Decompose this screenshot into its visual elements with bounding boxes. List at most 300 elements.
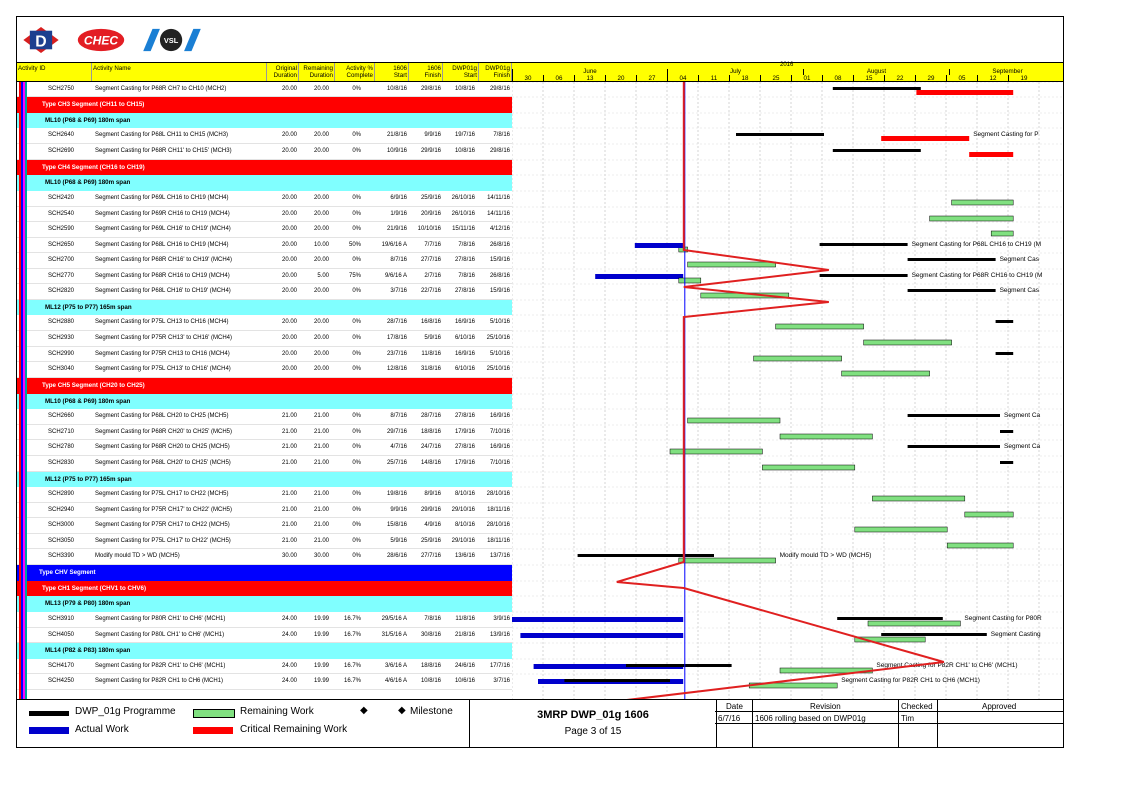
cell-df: 25/10/16 <box>486 335 510 341</box>
cell-df: 29/8/16 <box>489 86 510 92</box>
rev-description: 1606 rolling based on DWP01g <box>755 714 866 723</box>
bar-label: Segment Cas <box>999 256 1039 263</box>
cell-df: 14/11/16 <box>487 195 510 201</box>
cell-rd: 19.99 <box>313 632 329 638</box>
milestone-icon: ◆ <box>360 705 368 716</box>
cell-rd: 20.00 <box>313 86 329 92</box>
cell-ds: 13/6/16 <box>454 553 475 559</box>
bar-label: Segment Cas <box>999 287 1039 294</box>
logo-bar <box>17 17 1064 62</box>
cell-od: 20.00 <box>281 211 297 217</box>
group-label: Type CH5 Segment (CH20 to CH25) <box>42 382 145 389</box>
cell-name: Segment Casting for P68L CH20' to CH25' (MCH5) <box>95 460 231 466</box>
table-row[interactable] <box>17 518 512 534</box>
cell-rd: 21.00 <box>313 507 329 513</box>
group-header[interactable] <box>17 581 512 596</box>
cell-ds: 10/6/16 <box>454 678 475 684</box>
cell-s: 3/6/16 A <box>384 663 407 669</box>
table-row[interactable] <box>17 284 512 300</box>
cell-f: 24/7/16 <box>420 444 441 450</box>
cell-s: 10/9/16 <box>386 148 407 154</box>
cell-s: 12/8/16 <box>386 366 407 372</box>
cell-od: 21.00 <box>281 444 297 450</box>
rev-date: 6/7/16 <box>718 714 741 723</box>
group-header[interactable] <box>17 596 512 612</box>
cell-s: 29/7/16 <box>386 429 407 435</box>
table-row[interactable] <box>17 503 512 518</box>
bar-baseline <box>908 414 1000 417</box>
cell-f: 20/9/16 <box>420 211 441 217</box>
table-row[interactable] <box>17 409 512 425</box>
cell-name: Segment Casting for P82R CH1' to CH6' (MCH1) <box>95 663 226 669</box>
table-row[interactable] <box>17 222 512 238</box>
schedule-sheet <box>16 16 1064 748</box>
group-label: ML13 (P79 & P80) 180m span <box>45 600 131 607</box>
table-row[interactable] <box>17 82 512 97</box>
cell-id: SCH2420 <box>48 195 75 201</box>
cell-f: 25/9/16 <box>420 195 441 201</box>
cell-f: 27/7/16 <box>420 553 441 559</box>
cell-name: Segment Casting for P68L CH20 to CH25 (MCH5) <box>95 413 229 419</box>
cell-name: Segment Casting for P69R CH16 to CH19 (MCH4) <box>95 211 230 217</box>
cell-df: 5/10/16 <box>489 319 510 325</box>
table-row[interactable] <box>17 549 512 565</box>
cell-pct: 0% <box>352 211 361 217</box>
cell-f: 10/8/16 <box>420 678 441 684</box>
legend-remaining-swatch <box>193 709 235 718</box>
bar-baseline <box>820 243 908 246</box>
cell-f: 11/8/16 <box>421 351 441 357</box>
cell-name: Modify mould TD > WD (MCH5) <box>95 553 180 559</box>
bar-label: Segment Casting for P82R CH1' to CH6' (MCH1) <box>876 662 1018 669</box>
table-row[interactable] <box>17 612 512 628</box>
timeline-week: 29 <box>915 75 946 82</box>
cell-od: 20.00 <box>281 335 297 341</box>
cell-s: 21/9/16 <box>386 226 407 232</box>
cell-df: 29/8/16 <box>489 148 510 154</box>
legend-milestone-label: Milestone <box>410 706 453 717</box>
bar-baseline <box>908 258 996 261</box>
outline-bars <box>19 82 27 714</box>
cell-f: 22/7/16 <box>420 288 441 294</box>
timeline-week: 19 <box>1008 75 1039 82</box>
legend-baseline-swatch <box>29 711 69 716</box>
cell-rd: 19.99 <box>313 663 329 669</box>
table-row[interactable] <box>17 191 512 207</box>
bar-remaining <box>947 543 1013 548</box>
bar-remaining <box>688 418 780 423</box>
legend-actual-label: Actual Work <box>75 724 129 735</box>
table-row[interactable] <box>17 440 512 456</box>
cell-ds: 10/8/16 <box>454 86 475 92</box>
cell-rd: 20.00 <box>313 226 329 232</box>
cell-name: Segment Casting for P75L CH13' to CH16' (MCH4) <box>95 366 231 372</box>
cell-od: 20.00 <box>281 148 297 154</box>
cell-name: Segment Casting for P68L CH16 to CH19 (MCH4) <box>95 242 229 248</box>
cell-pct: 0% <box>352 319 361 325</box>
cell-name: Segment Casting for P80L CH1' to CH6' (MCH1) <box>95 632 225 638</box>
legend-baseline-label: DWP_01g Programme <box>75 706 176 717</box>
cell-df: 7/10/16 <box>489 429 510 435</box>
timeline-week: 13 <box>574 75 605 82</box>
cell-rd: 20.00 <box>313 335 329 341</box>
timeline-week: 04 <box>667 75 698 82</box>
bar-actual <box>635 243 683 248</box>
cell-pct: 16.7% <box>343 678 361 684</box>
cell-f: 30/8/16 <box>420 632 441 638</box>
cell-id: SCH2880 <box>48 319 75 325</box>
table-row[interactable] <box>17 315 512 331</box>
bar-baseline <box>833 87 921 90</box>
bar-baseline <box>996 352 1014 355</box>
cell-df: 15/9/16 <box>489 257 510 263</box>
cell-df: 26/8/16 <box>489 242 510 248</box>
col-1606-start[interactable]: 1606 Start <box>375 63 409 81</box>
bar-remaining <box>864 340 952 345</box>
bar-remaining <box>872 496 964 501</box>
cell-name: Segment Casting for P69L CH16' to CH19' (MCH4) <box>95 226 231 232</box>
cell-df: 28/10/16 <box>486 522 510 528</box>
cell-od: 20.00 <box>281 257 297 263</box>
table-row[interactable] <box>17 238 512 253</box>
bar-baseline <box>1000 461 1013 464</box>
table-row[interactable] <box>17 674 512 690</box>
bar-baseline <box>626 664 732 667</box>
bar-remaining <box>965 512 1013 517</box>
bar-label: Segment Casting for P68R CH16 to CH19 (M <box>911 272 1043 279</box>
cell-ds: 26/10/16 <box>451 195 475 201</box>
cell-od: 21.00 <box>281 429 297 435</box>
bar-label: Segment Ca <box>1004 443 1041 450</box>
cell-df: 28/10/16 <box>486 491 510 497</box>
cell-name: Segment Casting for P75R CH13 to CH16 (MCH4) <box>95 351 230 357</box>
cell-od: 21.00 <box>281 460 297 466</box>
bar-actual <box>520 633 683 638</box>
group-label: ML14 (P82 & P83) 180m span <box>45 647 131 654</box>
cell-od: 24.00 <box>281 616 297 622</box>
bar-baseline <box>833 149 921 152</box>
timeline-week: 25 <box>760 75 791 82</box>
timeline-month: July <box>667 69 803 75</box>
group-header[interactable] <box>17 378 512 394</box>
cell-rd: 21.00 <box>313 491 329 497</box>
bar-baseline <box>1000 430 1013 433</box>
cell-id: SCH2750 <box>48 86 75 92</box>
bar-baseline <box>820 274 908 277</box>
col-original-duration[interactable]: Original Duration <box>267 63 299 81</box>
cell-df: 26/8/16 <box>489 273 510 279</box>
group-label: ML12 (P75 to P77) 165m span <box>45 476 132 483</box>
cell-od: 20.00 <box>281 226 297 232</box>
cell-id: SCH2590 <box>48 226 75 232</box>
group-header[interactable] <box>17 394 512 409</box>
cell-pct: 75% <box>348 273 361 279</box>
cell-f: 31/8/16 <box>420 366 441 372</box>
timeline-week: 15 <box>853 75 884 82</box>
legend-critical-swatch <box>193 727 233 734</box>
timeline-week: 18 <box>729 75 760 82</box>
group-label: ML10 (P68 & P69) 180m span <box>45 117 131 124</box>
cell-df: 3/9/16 <box>493 616 510 622</box>
cell-id: SCH3050 <box>48 538 75 544</box>
cell-pct: 0% <box>352 335 361 341</box>
cell-f: 9/9/16 <box>424 132 441 138</box>
timeline-month: September <box>949 69 1064 75</box>
group-header[interactable] <box>17 113 512 128</box>
col-remaining-duration[interactable]: Remaining Duration <box>299 63 335 81</box>
group-label: ML10 (P68 & P69) 180m span <box>45 179 131 186</box>
cell-id: SCH3000 <box>48 522 75 528</box>
bar-label: Segment Casting for P <box>973 131 1039 138</box>
group-header[interactable] <box>17 472 512 487</box>
cell-f: 8/9/16 <box>424 491 441 497</box>
col-dwp-start[interactable]: DWP01g Start <box>443 63 479 81</box>
cell-s: 9/6/16 A <box>384 273 407 279</box>
cell-od: 21.00 <box>281 538 297 544</box>
timeline-week: 01 <box>791 75 822 82</box>
bar-baseline <box>564 679 670 682</box>
table-row[interactable] <box>17 207 512 222</box>
cell-rd: 5.00 <box>317 273 329 279</box>
cell-f: 18/8/16 <box>420 429 441 435</box>
cell-df: 14/11/16 <box>487 211 510 217</box>
table-row[interactable] <box>17 128 512 144</box>
cell-rd: 20.00 <box>313 319 329 325</box>
cell-pct: 0% <box>352 226 361 232</box>
bar-baseline <box>736 133 824 136</box>
cell-s: 29/5/16 A <box>381 616 407 622</box>
cell-pct: 0% <box>352 429 361 435</box>
cell-name: Segment Casting for P68L CH16' to CH19' (MCH4) <box>95 288 231 294</box>
cell-ds: 21/8/16 <box>454 632 475 638</box>
cell-od: 24.00 <box>281 678 297 684</box>
vsl-logo-text: VSL <box>163 35 179 45</box>
table-row[interactable] <box>17 331 512 347</box>
cell-ds: 7/8/16 <box>458 242 475 248</box>
cell-ds: 8/10/16 <box>454 522 475 528</box>
cell-name: Segment Casting for P82R CH1 to CH6 (MCH1) <box>95 678 224 684</box>
cell-name: Segment Casting for P68L CH11 to CH15 (MCH3) <box>95 132 229 138</box>
cell-rd: 20.00 <box>313 257 329 263</box>
cell-id: SCH2890 <box>48 491 75 497</box>
cell-f: 27/7/16 <box>420 257 441 263</box>
sheet-title: 3MRP DWP_01g 1606 <box>537 709 649 721</box>
cell-id: SCH4250 <box>48 678 75 684</box>
group-label: ML12 (P75 to P77) 165m span <box>45 304 132 311</box>
d-logo <box>20 27 62 53</box>
col-dwp-finish[interactable]: DWP01g Finish <box>479 63 512 81</box>
rev-header-approved: Approved <box>982 702 1017 711</box>
table-row[interactable] <box>17 659 512 674</box>
cell-df: 5/10/16 <box>489 351 510 357</box>
cell-pct: 0% <box>352 288 361 294</box>
cell-od: 21.00 <box>281 413 297 419</box>
timeline-week: 08 <box>822 75 853 82</box>
bar-label: Modify mould TD > WD (MCH5) <box>779 552 872 559</box>
cell-s: 23/7/16 <box>386 351 407 357</box>
bar-remaining <box>780 434 872 439</box>
cell-name: Segment Casting for P75R CH13' to CH16' (MCH4) <box>95 335 233 341</box>
cell-name: Segment Casting for P75R CH17 to CH22 (MCH5) <box>95 522 230 528</box>
cell-ds: 17/9/16 <box>454 429 475 435</box>
timeline-week: 12 <box>977 75 1008 82</box>
cell-id: SCH4050 <box>48 632 75 638</box>
cell-od: 20.00 <box>281 195 297 201</box>
group-header[interactable] <box>17 160 512 175</box>
cell-s: 28/7/16 <box>386 319 407 325</box>
cell-f: 29/8/16 <box>420 86 441 92</box>
cell-df: 16/9/16 <box>489 413 510 419</box>
cell-name: Segment Casting for P68R CH16' to CH19' (MCH4) <box>95 257 233 263</box>
cell-rd: 21.00 <box>313 444 329 450</box>
bar-remaining <box>679 558 776 563</box>
cell-pct: 0% <box>352 538 361 544</box>
cell-s: 21/8/16 <box>386 132 407 138</box>
bar-remaining <box>991 231 1013 236</box>
table-row[interactable] <box>17 362 512 378</box>
table-row[interactable] <box>17 456 512 472</box>
cell-pct: 0% <box>352 413 361 419</box>
bar-critical <box>916 90 1013 95</box>
col-activity-name[interactable]: Activity Name <box>92 63 267 81</box>
table-row[interactable] <box>17 253 512 269</box>
cell-od: 24.00 <box>281 663 297 669</box>
vsl-logo <box>137 27 207 53</box>
cell-s: 3/7/16 <box>390 288 407 294</box>
rev-header-revision: Revision <box>810 702 841 711</box>
timeline-header <box>512 62 1064 82</box>
cell-s: 8/7/16 <box>390 257 407 263</box>
cell-df: 13/9/16 <box>489 632 510 638</box>
timeline-month: August <box>803 69 949 75</box>
cell-f: 18/8/16 <box>420 663 441 669</box>
cell-name: Segment Casting for P75L CH17' to CH22' (MCH5) <box>95 538 231 544</box>
cell-rd: 21.00 <box>313 429 329 435</box>
cell-pct: 0% <box>352 86 361 92</box>
cell-rd: 20.00 <box>313 366 329 372</box>
timeline-week: 22 <box>884 75 915 82</box>
cell-ds: 11/8/16 <box>455 616 475 622</box>
timeline-week: 20 <box>605 75 636 82</box>
cell-ds: 27/8/16 <box>454 288 475 294</box>
cell-s: 19/6/16 A <box>381 242 407 248</box>
cell-pct: 16.7% <box>343 616 361 622</box>
cell-id: SCH2770 <box>48 273 75 279</box>
cell-rd: 19.99 <box>313 678 329 684</box>
legend-remaining-label: Remaining Work <box>240 706 314 717</box>
bar-remaining <box>855 527 947 532</box>
table-row[interactable] <box>17 534 512 549</box>
cell-rd: 20.00 <box>313 351 329 357</box>
bar-remaining <box>842 371 930 376</box>
cell-s: 8/7/16 <box>390 413 407 419</box>
cell-od: 21.00 <box>281 522 297 528</box>
cell-f: 16/8/16 <box>420 319 441 325</box>
cell-rd: 20.00 <box>313 288 329 294</box>
bar-baseline <box>908 289 996 292</box>
cell-df: 25/10/16 <box>486 366 510 372</box>
table-row[interactable] <box>17 347 512 362</box>
bar-baseline <box>837 617 943 620</box>
legend-critical-label: Critical Remaining Work <box>240 724 348 735</box>
cell-pct: 16.7% <box>343 632 361 638</box>
group-header[interactable] <box>17 300 512 315</box>
cell-pct: 0% <box>352 507 361 513</box>
group-header[interactable] <box>17 643 512 659</box>
rev-header-date: Date <box>726 702 743 711</box>
cell-ds: 15/11/16 <box>452 226 475 232</box>
table-row[interactable] <box>17 628 512 643</box>
cell-od: 21.00 <box>281 491 297 497</box>
cell-ds: 29/10/16 <box>451 507 475 513</box>
cell-rd: 30.00 <box>313 553 329 559</box>
cell-s: 15/8/16 <box>386 522 407 528</box>
cell-pct: 0% <box>352 491 361 497</box>
cell-od: 20.00 <box>281 86 297 92</box>
col-1606-finish[interactable]: 1606 Finish <box>409 63 443 81</box>
cell-f: 25/9/16 <box>420 538 441 544</box>
cell-f: 28/7/16 <box>420 413 441 419</box>
cell-pct: 0% <box>352 257 361 263</box>
cell-id: SCH2710 <box>48 429 75 435</box>
timeline-week: 05 <box>946 75 977 82</box>
col-activity-pct[interactable]: Activity % Complete <box>335 63 375 81</box>
cell-od: 30.00 <box>281 553 297 559</box>
cell-od: 21.00 <box>281 507 297 513</box>
cell-name: Segment Casting for P80R CH1' to CH6' (MCH1) <box>95 616 226 622</box>
cell-od: 20.00 <box>281 132 297 138</box>
cell-df: 16/9/16 <box>489 444 510 450</box>
bar-remaining <box>688 262 776 267</box>
cell-rd: 20.00 <box>313 148 329 154</box>
cell-s: 4/7/16 <box>390 444 407 450</box>
rev-header-checked: Checked <box>901 702 933 711</box>
cell-f: 2/7/16 <box>424 273 441 279</box>
cell-rd: 21.00 <box>313 460 329 466</box>
col-activity-id[interactable]: Activity ID <box>17 63 92 81</box>
group-header[interactable] <box>17 175 512 191</box>
bar-critical <box>969 152 1013 157</box>
bar-baseline <box>578 554 714 557</box>
cell-id: SCH2830 <box>48 460 75 466</box>
cell-name: Segment Casting for P75L CH17 to CH22 (MCH5) <box>95 491 229 497</box>
table-row[interactable] <box>17 269 512 284</box>
cell-s: 17/8/16 <box>386 335 407 341</box>
table-row[interactable] <box>17 144 512 160</box>
table-row[interactable] <box>17 425 512 440</box>
cell-id: SCH2540 <box>48 211 75 217</box>
cell-ds: 7/8/16 <box>458 273 475 279</box>
cell-id: SCH3390 <box>48 553 75 559</box>
cell-pct: 0% <box>352 460 361 466</box>
group-label: Type CHV Segment <box>39 569 96 576</box>
group-header[interactable] <box>17 565 512 581</box>
cell-ds: 24/6/16 <box>454 663 475 669</box>
legend-footer <box>17 699 1064 748</box>
group-header[interactable] <box>17 97 512 113</box>
cell-pct: 0% <box>352 444 361 450</box>
cell-df: 18/11/16 <box>487 507 510 513</box>
cell-pct: 0% <box>352 553 361 559</box>
cell-ds: 16/9/16 <box>454 319 475 325</box>
cell-name: Segment Casting for P68R CH20' to CH25' (MCH5) <box>95 429 233 435</box>
group-label: ML10 (P68 & P69) 180m span <box>45 398 131 405</box>
table-row[interactable] <box>17 487 512 503</box>
bar-remaining <box>930 216 1014 221</box>
cell-ds: 26/10/16 <box>451 211 475 217</box>
gantt-chart <box>512 82 1064 714</box>
cell-id: SCH3910 <box>48 616 75 622</box>
